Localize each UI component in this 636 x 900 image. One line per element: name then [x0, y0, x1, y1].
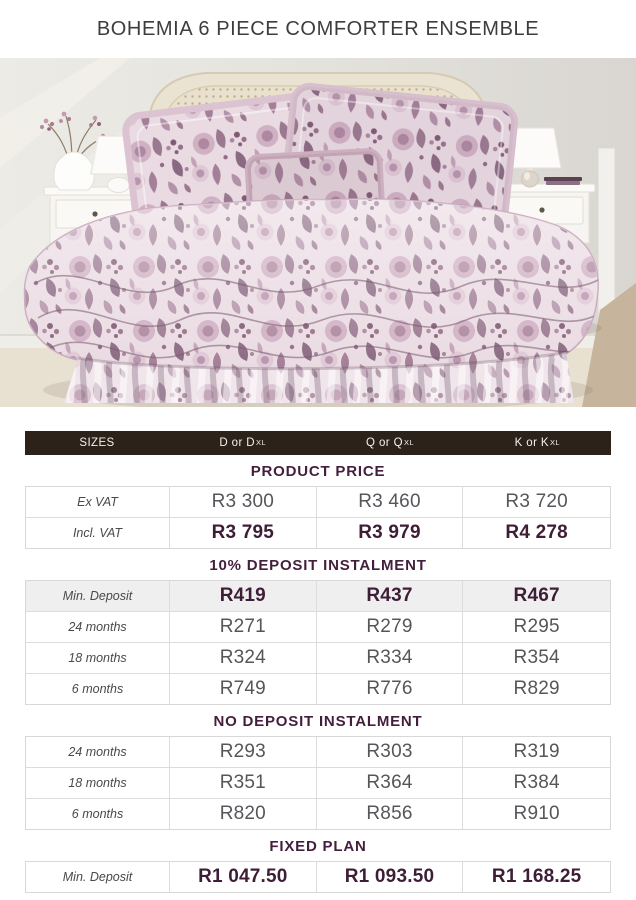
price-value: R3 720: [505, 491, 568, 512]
price-value: R354: [513, 647, 560, 668]
price-value: R384: [513, 772, 560, 793]
table-row: [26, 581, 610, 611]
book: [544, 177, 582, 181]
size-header-row: [25, 431, 611, 455]
price-value: R3 795: [170, 518, 317, 548]
price-value: R1 047.50: [170, 862, 317, 892]
price-value: R3 300: [170, 487, 317, 517]
price-value: R1 168.25: [491, 866, 582, 887]
row-label: Incl. VAT: [26, 518, 170, 548]
table-sections: [25, 463, 611, 893]
price-value: R303: [317, 737, 464, 767]
price-value: R295: [513, 616, 560, 637]
price-value: R3 460: [317, 487, 464, 517]
price-value: R293: [170, 737, 317, 767]
row-label: Min. Deposit: [26, 581, 170, 611]
price-value: R856: [317, 799, 464, 829]
size-header-sizes: SIZES: [79, 437, 115, 449]
book: [546, 181, 580, 185]
size-header-queen: Q or Q XL: [366, 437, 414, 449]
page-title: BOHEMIA 6 PIECE COMFORTER ENSEMBLE: [96, 17, 540, 40]
price-value: R419: [170, 581, 317, 611]
table-row: [26, 862, 610, 892]
row-label: 18 months: [26, 643, 170, 673]
price-value: R820: [170, 799, 317, 829]
row-label: 6 months: [26, 674, 170, 704]
table-row: [26, 767, 610, 798]
row-label: Ex VAT: [26, 487, 170, 517]
section-heading: PRODUCT PRICE: [250, 463, 386, 480]
price-value: R271: [170, 612, 317, 642]
table-row: [26, 611, 610, 642]
price-value: R776: [317, 674, 464, 704]
price-value: R364: [317, 768, 464, 798]
table-row: [26, 487, 610, 517]
row-label: 24 months: [26, 612, 170, 642]
price-value: R910: [513, 803, 560, 824]
price-value: R829: [513, 678, 560, 699]
price-table: [25, 486, 611, 549]
price-value: R1 093.50: [317, 862, 464, 892]
price-table: [25, 861, 611, 893]
table-row: [26, 642, 610, 673]
table-row: [26, 737, 610, 767]
table-row: [26, 798, 610, 829]
price-value: R749: [170, 674, 317, 704]
price-value: R334: [317, 643, 464, 673]
section-heading: NO DEPOSIT INSTALMENT: [213, 713, 423, 730]
price-value: R279: [317, 612, 464, 642]
price-value: R3 979: [317, 518, 464, 548]
section-heading: 10% DEPOSIT INSTALMENT: [209, 557, 427, 574]
row-label: 18 months: [26, 768, 170, 798]
price-value: R4 278: [505, 522, 568, 543]
price-value: R467: [513, 585, 560, 606]
pricing-tables: [25, 431, 611, 893]
price-value: R351: [170, 768, 317, 798]
product-photo: [0, 58, 636, 407]
table-row: [26, 517, 610, 548]
price-value: R437: [317, 581, 464, 611]
drawer-knob: [539, 207, 544, 212]
table-row: [26, 673, 610, 704]
size-header-king: K or K XL: [514, 437, 560, 449]
price-value: R324: [170, 643, 317, 673]
row-label: 6 months: [26, 799, 170, 829]
size-header-double: D or D XL: [219, 437, 266, 449]
row-label: Min. Deposit: [26, 862, 170, 892]
price-table: [25, 580, 611, 705]
row-label: 24 months: [26, 737, 170, 767]
comforter: [25, 199, 599, 371]
price-table: [25, 736, 611, 830]
section-heading: FIXED PLAN: [269, 838, 367, 855]
drawer-knob: [92, 211, 97, 216]
price-value: R319: [513, 741, 560, 762]
